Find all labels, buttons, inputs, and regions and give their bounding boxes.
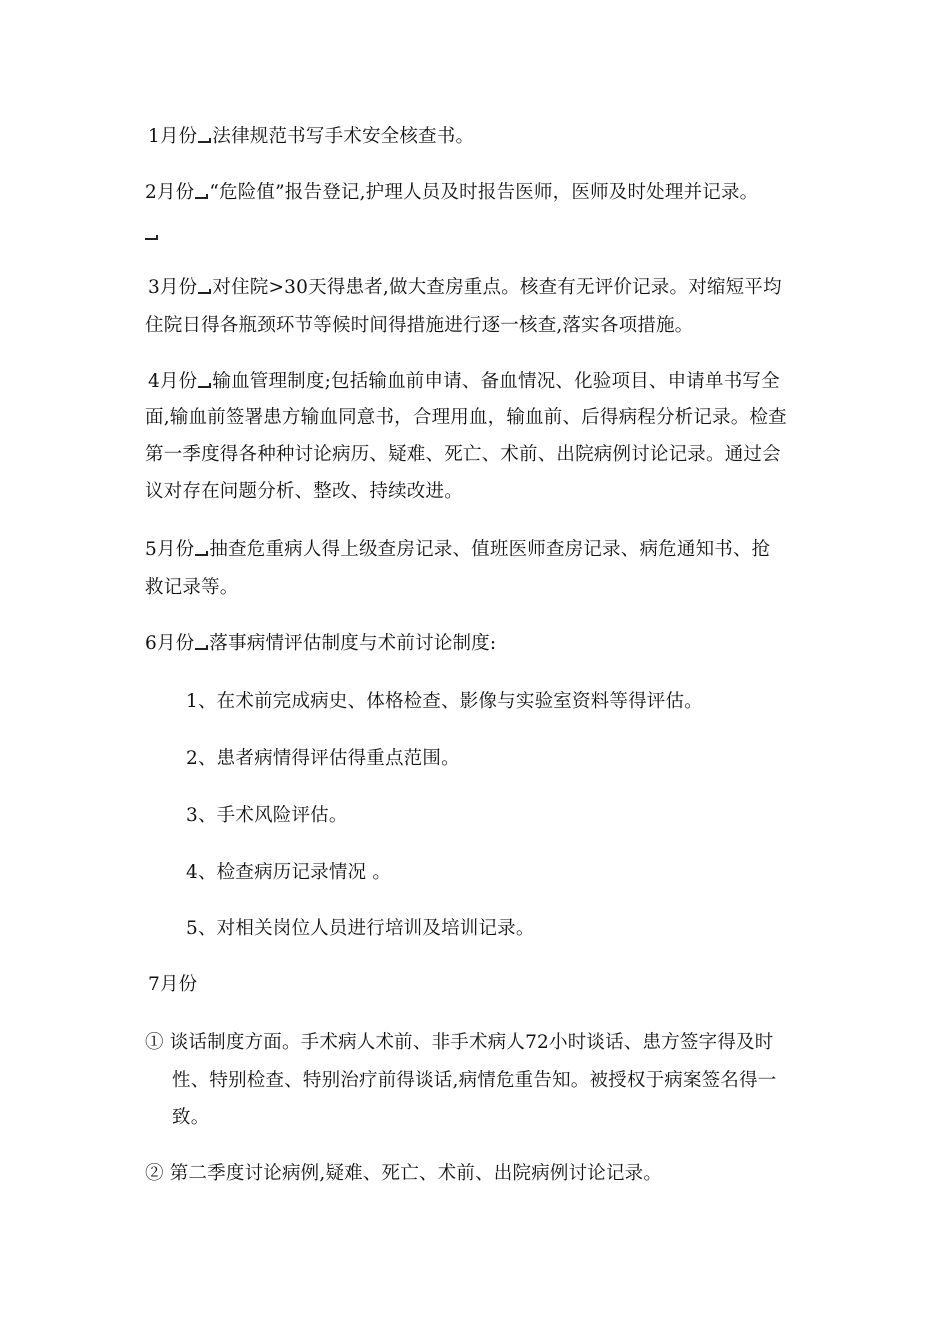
month-6-text: 落事病情评估制度与术前讨论制度: bbox=[209, 633, 497, 654]
blank-mark-icon bbox=[195, 190, 207, 199]
month-3-line-1 bbox=[148, 276, 782, 300]
month-2-paragraph bbox=[145, 181, 758, 205]
month-7-point-1-line-1: ① 谈话制度方面。手术病人术前、非手术病人72小时谈话、患方签字得及时 bbox=[145, 1032, 774, 1053]
blank-mark-icon bbox=[195, 641, 207, 650]
blank-mark-icon bbox=[198, 379, 210, 388]
month-5-line-2: 救记录等。 bbox=[145, 577, 239, 598]
month-6-heading bbox=[145, 632, 496, 656]
month-7-label: 7月份 bbox=[148, 974, 198, 995]
month-4-line-4: 议对存在问题分析、整改、持续改进。 bbox=[145, 481, 463, 502]
month-4-line-1 bbox=[148, 370, 780, 394]
month-6-item-4: 4、检查病历记录情况 。 bbox=[186, 862, 392, 883]
month-3-line-2: 住院日得各瓶颈环节等候时间得措施进行逐一核查,落实各项措施。 bbox=[145, 315, 694, 336]
month-6-item-1: 1、在术前完成病史、体格检查、影像与实验室资料等得评估。 bbox=[186, 691, 703, 712]
month-6-item-3: 3、手术风险评估。 bbox=[186, 805, 348, 826]
month-6-item-5: 5、对相关岗位人员进行培训及培训记录。 bbox=[186, 918, 535, 939]
month-3-text-1: 对住院>30天得患者,做大查房重点。核查有无评价记录。对缩短平均 bbox=[212, 277, 782, 298]
month-5-label: 5月份 bbox=[145, 539, 195, 560]
month-4-line-3: 第一季度得各种种讨论病历、疑难、死亡、术前、出院病例讨论记录。通过会 bbox=[145, 444, 781, 465]
month-6-label: 6月份 bbox=[145, 633, 195, 654]
month-2-trailing-mark bbox=[145, 222, 159, 246]
month-4-text-1: 输血管理制度;包括输血前申请、备血情况、化验项目、申请单书写全 bbox=[212, 371, 780, 392]
blank-mark-icon bbox=[198, 134, 210, 143]
blank-mark-icon bbox=[145, 231, 157, 240]
month-5-line-1 bbox=[145, 538, 770, 562]
month-7-point-2: ② 第二季度讨论病例,疑难、死亡、术前、出院病例讨论记录。 bbox=[145, 1163, 663, 1184]
blank-mark-icon bbox=[198, 285, 210, 294]
blank-mark-icon bbox=[195, 547, 207, 556]
month-5-text-1: 抽查危重病人得上级查房记录、值班医师查房记录、病危通知书、抢 bbox=[209, 539, 771, 560]
month-1-label: 1月份 bbox=[148, 126, 198, 147]
month-3-label: 3月份 bbox=[148, 277, 198, 298]
month-1-text: 法律规范书写手术安全核查书。 bbox=[212, 126, 475, 147]
month-7-point-1-line-2: 性、特别检查、特别治疗前得谈话,病情危重告知。被授权于病案签名得一 bbox=[172, 1070, 777, 1091]
month-2-text: “危险值”报告登记,护理人员及时报告医师，医师及时处理并记录。 bbox=[209, 182, 759, 203]
month-1-paragraph bbox=[148, 125, 474, 149]
month-6-item-2: 2、患者病情得评估得重点范围。 bbox=[186, 748, 460, 769]
month-7-point-1-line-3: 致。 bbox=[172, 1107, 210, 1128]
month-2-label: 2月份 bbox=[145, 182, 195, 203]
month-4-line-2: 面,输血前签署患方输血同意书，合理用血，输血前、后得病程分析记录。检查 bbox=[145, 407, 787, 428]
month-4-label: 4月份 bbox=[148, 371, 198, 392]
